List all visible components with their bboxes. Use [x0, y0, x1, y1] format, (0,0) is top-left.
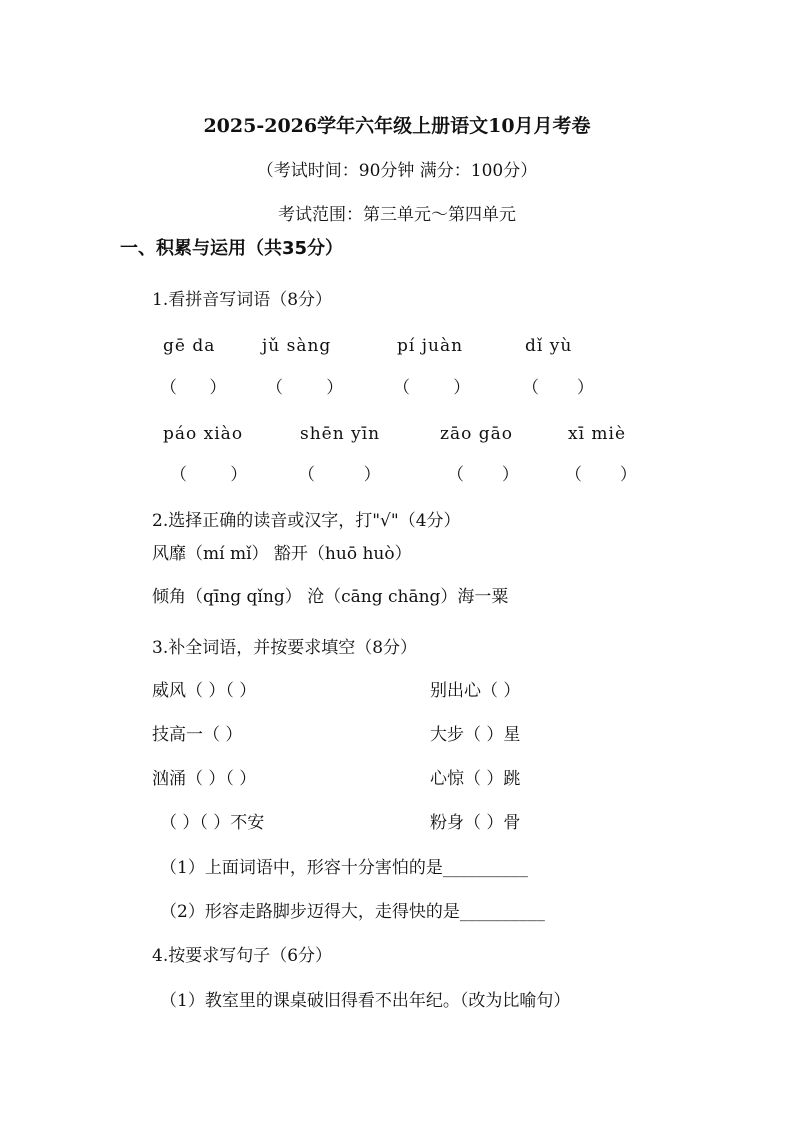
question-3-sub-2: （2）形容走路脚步迈得大，走得快的是__________ — [160, 902, 545, 922]
pinyin-1: gē da — [163, 336, 216, 356]
answer-blank-3[interactable]: （ ） — [393, 378, 471, 398]
answer-blank-6[interactable]: （ ） — [298, 465, 381, 485]
idiom-left-4: （ ）（ ）不安 — [160, 813, 265, 833]
question-4-heading: 4.按要求写句子（6分） — [152, 946, 333, 966]
idiom-left-2: 技高一（ ） — [152, 725, 243, 745]
answer-blank-8[interactable]: （ ） — [565, 465, 637, 485]
idiom-right-3: 心惊（ ）跳 — [430, 769, 521, 789]
answer-blank-2[interactable]: （ ） — [266, 378, 344, 398]
pinyin-8: xī miè — [568, 424, 627, 444]
idiom-left-1: 威风（ ）（ ） — [152, 681, 257, 701]
pinyin-7: zāo gāo — [440, 424, 513, 444]
idiom-right-2: 大步（ ）星 — [430, 725, 521, 745]
exam-scope: 考试范围：第三单元～第四单元 — [278, 205, 516, 225]
idiom-right-1: 别出心（ ） — [430, 681, 521, 701]
question-3-heading: 3.补全词语，并按要求填空（8分） — [152, 638, 418, 658]
question-4-sub-1: （1）教室里的课桌破旧得看不出年纪。（改为比喻句） — [160, 991, 571, 1011]
question-3-sub-1: （1）上面词语中，形容十分害怕的是__________ — [160, 858, 528, 878]
answer-blank-1[interactable]: （ ） — [160, 378, 227, 398]
pinyin-4: dǐ yù — [525, 336, 573, 356]
question-2-line-1: 风靡（mí mǐ） 豁开（huō huò） — [152, 544, 412, 564]
pinyin-3: pí juàn — [397, 336, 464, 356]
exam-title: 2025-2026学年六年级上册语文10月月考卷 — [203, 115, 591, 137]
question-1-heading: 1.看拼音写词语（8分） — [152, 290, 333, 310]
pinyin-5: páo xiào — [163, 424, 244, 444]
exam-info: （考试时间：90分钟 满分：100分） — [256, 161, 538, 181]
question-2-line-2: 倾角（qīng qǐng） 沧（cāng chāng）海一粟 — [152, 587, 509, 607]
pinyin-2: jǔ sàng — [262, 336, 332, 356]
question-2-heading: 2.选择正确的读音或汉字，打"√"（4分） — [152, 511, 461, 531]
idiom-right-4: 粉身（ ）骨 — [430, 813, 521, 833]
section-heading: 一、积累与运用（共35分） — [120, 238, 344, 259]
answer-blank-4[interactable]: （ ） — [522, 378, 594, 398]
pinyin-6: shēn yīn — [300, 424, 381, 444]
answer-blank-5[interactable]: （ ） — [170, 465, 248, 485]
answer-blank-7[interactable]: （ ） — [447, 465, 519, 485]
idiom-left-3: 汹涌（ ）（ ） — [152, 769, 257, 789]
